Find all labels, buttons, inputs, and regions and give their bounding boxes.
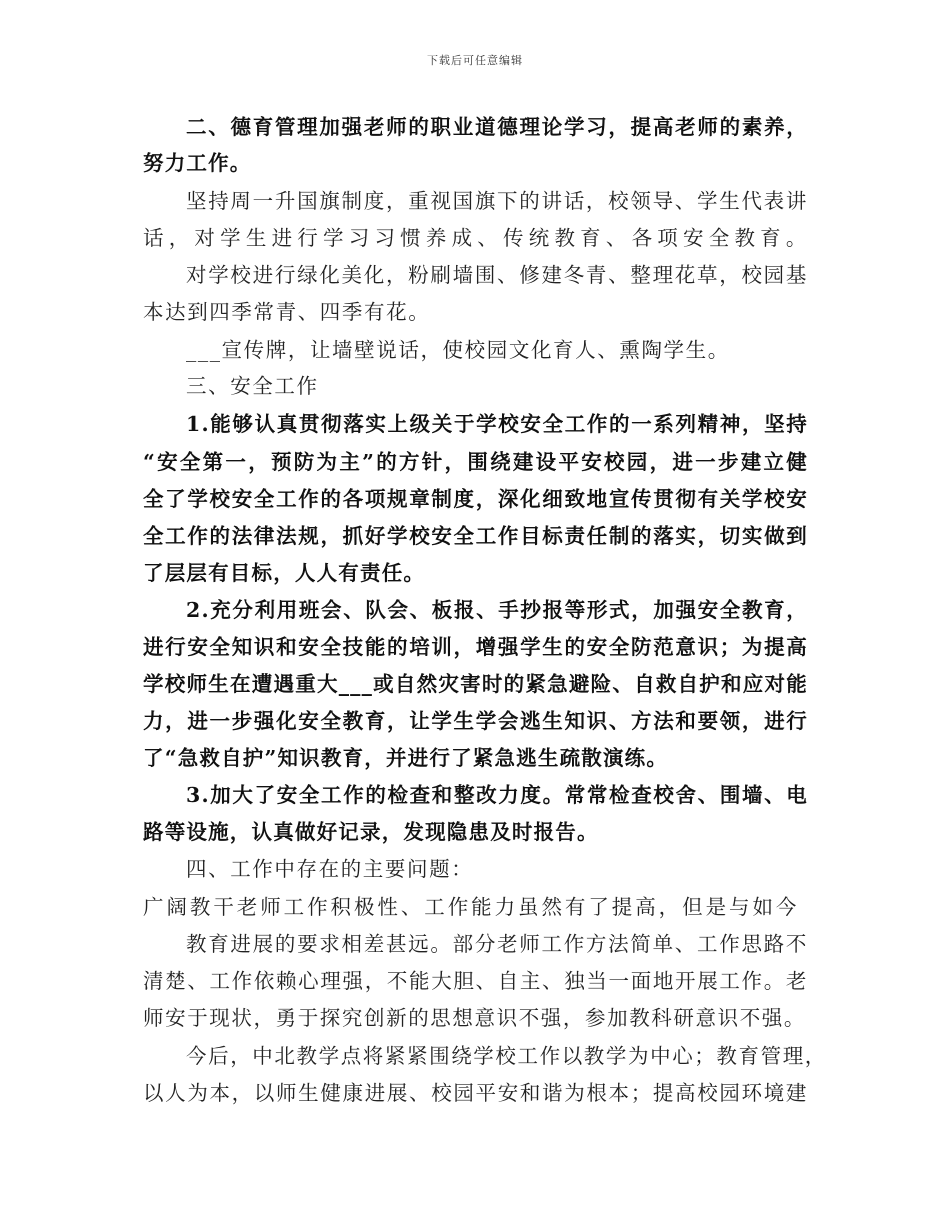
paragraph-line: ___宣传牌，让墙壁说话，使校园文化育人、熏陶学生。 (186, 338, 730, 362)
paragraph-line: 广阔教干老师工作积极性、工作能力虽然有了提高，但是与如今 (143, 895, 798, 919)
paragraph-line: 全了学校安全工作的各项规章制度，深化细致地宣传贯彻有关学校安 (143, 487, 808, 511)
paragraph-line: 学校师生在遭遇重大___或自然灾害时的紧急避险、自救自护和应对能 (143, 672, 808, 696)
paragraph-line: 1.能够认真贯彻落实上级关于学校安全工作的一系列精神，坚持 (186, 412, 808, 436)
section-heading-moral: 二、德育管理加强老师的职业道德理论学习，提高老师的素养， (186, 115, 808, 139)
paragraph-line: 路等设施，认真做好记录，发现隐患及时报告。 (143, 820, 599, 844)
paragraph-line: 力，进一步强化安全教育，让学生学会逃生知识、方法和要领，进行 (143, 709, 808, 733)
paragraph-line: 进行安全知识和安全技能的培训，增强学生的安全防范意识；为提高 (143, 635, 808, 659)
paragraph-line: 全工作的法律法规，抓好学校安全工作目标责任制的落实，切实做到 (143, 524, 808, 548)
paragraph-line: 以人为本，以师生健康进展、校园平安和谐为根本；提高校园环境建 (143, 1081, 808, 1105)
paragraph-line: 今后，中北教学点将紧紧围绕学校工作以教学为中心；教育管理， (186, 1044, 827, 1068)
section-heading-problems: 四、工作中存在的主要问题： (186, 857, 474, 881)
paragraph-line: 努力工作。 (143, 151, 252, 175)
paragraph-line: 对学校进行绿化美化，粉刷墙围、修建冬青、整理花草，校园基 (186, 263, 808, 287)
page-header: 下载后可任意编辑 (427, 54, 523, 67)
paragraph-line: 教育进展的要求相差甚远。部分老师工作方法简单、工作思路不 (186, 932, 808, 956)
paragraph-line: 清楚、工作依赖心理强，不能大胆、自主、独当一面地开展工作。老 (143, 969, 808, 993)
paragraph-line: 话，对学生进行学习习惯养成、传统教育、各项安全教育。 (143, 226, 808, 250)
paragraph-line: 2.充分利用班会、队会、板报、手抄报等形式，加强安全教育， (186, 598, 808, 622)
paragraph-line: 师安于现状，勇于探究创新的思想意识不强，参加教科研意识不强。 (143, 1006, 806, 1030)
paragraph-line: 了层层有目标，人人有责任。 (143, 561, 426, 585)
paragraph-line: 本达到四季常青、四季有花。 (143, 300, 431, 324)
section-heading-safety: 三、安全工作 (186, 374, 319, 398)
paragraph-line: 了“急救自护”知识教育，并进行了紧急逃生疏散演练。 (143, 746, 669, 770)
paragraph-line: 坚持周一升国旗制度，重视国旗下的讲话，校领导、学生代表讲 (186, 189, 808, 213)
paragraph-line: “安全第一，预防为主”的方针，围绕建设平安校园，进一步建立健 (143, 450, 808, 474)
paragraph-line: 3.加大了安全工作的检查和整改力度。常常检查校舍、围墙、电 (186, 783, 808, 807)
